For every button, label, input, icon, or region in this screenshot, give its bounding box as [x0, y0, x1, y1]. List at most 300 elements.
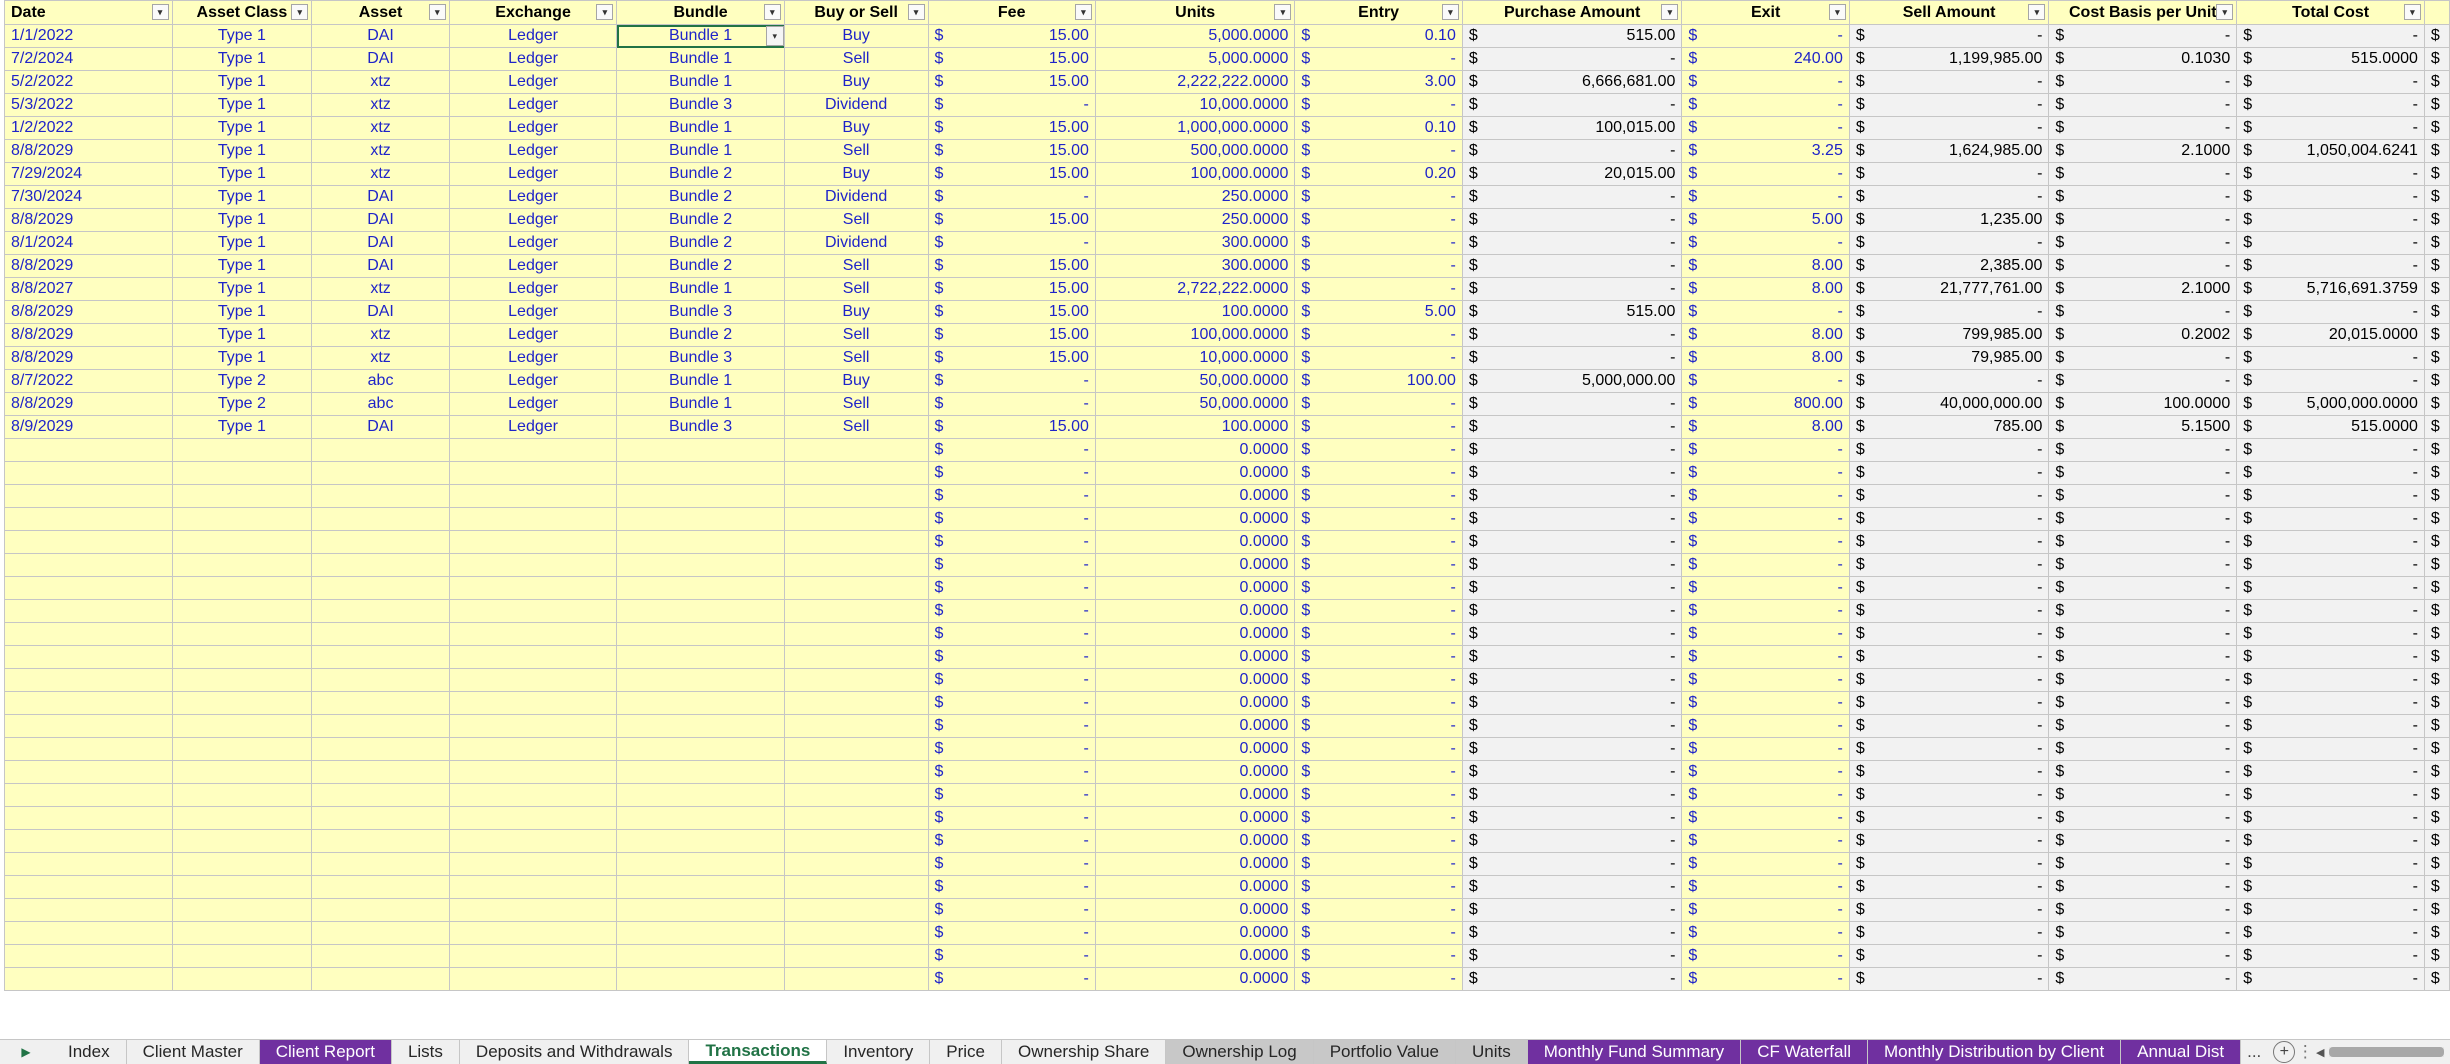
- cell[interactable]: [449, 508, 617, 531]
- cell[interactable]: 0.0000: [1095, 577, 1295, 600]
- cell[interactable]: [1682, 554, 1849, 577]
- cell[interactable]: [2049, 393, 2237, 416]
- cell[interactable]: Type 1: [172, 255, 312, 278]
- cell[interactable]: [1849, 876, 2049, 899]
- sheet-tab-inventory[interactable]: Inventory: [827, 1040, 930, 1064]
- cell[interactable]: 8/1/2024: [5, 232, 173, 255]
- cell[interactable]: 8/8/2029: [5, 393, 173, 416]
- cell[interactable]: [1849, 968, 2049, 991]
- cell[interactable]: [5, 899, 173, 922]
- cell[interactable]: [1295, 784, 1462, 807]
- column-header-asset-class[interactable]: [172, 1, 312, 25]
- cell[interactable]: [172, 899, 312, 922]
- cell[interactable]: 0.0000: [1095, 669, 1295, 692]
- cell[interactable]: Bundle 3: [617, 416, 784, 439]
- cell[interactable]: [1295, 968, 1462, 991]
- cell[interactable]: [2049, 899, 2237, 922]
- cell[interactable]: [2049, 370, 2237, 393]
- cell[interactable]: 0.0000: [1095, 945, 1295, 968]
- cell[interactable]: [1295, 209, 1462, 232]
- cell[interactable]: [1462, 71, 1682, 94]
- cell[interactable]: [449, 922, 617, 945]
- cell[interactable]: [2237, 692, 2425, 715]
- cell[interactable]: [784, 761, 928, 784]
- cell[interactable]: Type 1: [172, 48, 312, 71]
- cell[interactable]: [1682, 876, 1849, 899]
- filter-dropdown-icon[interactable]: ▾: [1661, 4, 1678, 20]
- cell[interactable]: [1682, 715, 1849, 738]
- cell[interactable]: Type 1: [172, 117, 312, 140]
- cell[interactable]: [172, 807, 312, 830]
- cell[interactable]: [2237, 715, 2425, 738]
- cell[interactable]: Buy: [784, 163, 928, 186]
- cell[interactable]: [2424, 485, 2449, 508]
- cell[interactable]: 50,000.0000: [1095, 370, 1295, 393]
- cell[interactable]: [2237, 186, 2425, 209]
- cell[interactable]: [1849, 416, 2049, 439]
- cell[interactable]: [1682, 623, 1849, 646]
- cell[interactable]: [2237, 117, 2425, 140]
- cell[interactable]: [449, 531, 617, 554]
- cell[interactable]: [928, 347, 1095, 370]
- cell[interactable]: [449, 692, 617, 715]
- cell[interactable]: [449, 600, 617, 623]
- cell[interactable]: Bundle 2: [617, 186, 784, 209]
- cell[interactable]: 100.0000: [1095, 416, 1295, 439]
- column-header-bundle[interactable]: [617, 1, 784, 25]
- cell[interactable]: [1682, 738, 1849, 761]
- cell[interactable]: [312, 623, 450, 646]
- cell[interactable]: [1295, 738, 1462, 761]
- column-header-units[interactable]: [1095, 1, 1295, 25]
- cell[interactable]: [1462, 623, 1682, 646]
- cell[interactable]: [172, 577, 312, 600]
- cell[interactable]: [1462, 922, 1682, 945]
- cell[interactable]: Bundle 2: [617, 163, 784, 186]
- cell[interactable]: Sell: [784, 48, 928, 71]
- cell[interactable]: [1682, 232, 1849, 255]
- cell[interactable]: [449, 899, 617, 922]
- cell[interactable]: Bundle 2: [617, 324, 784, 347]
- cell[interactable]: [2237, 232, 2425, 255]
- cell[interactable]: [312, 853, 450, 876]
- cell[interactable]: [1295, 922, 1462, 945]
- cell[interactable]: [617, 853, 784, 876]
- cell[interactable]: [2049, 761, 2237, 784]
- cell[interactable]: [2237, 554, 2425, 577]
- cell[interactable]: [1849, 347, 2049, 370]
- cell[interactable]: [449, 784, 617, 807]
- cell[interactable]: [1295, 278, 1462, 301]
- cell[interactable]: [1849, 784, 2049, 807]
- cell[interactable]: 100.0000: [1095, 301, 1295, 324]
- cell[interactable]: 10,000.0000: [1095, 347, 1295, 370]
- cell[interactable]: [784, 669, 928, 692]
- cell[interactable]: [5, 968, 173, 991]
- cell[interactable]: [928, 416, 1095, 439]
- cell[interactable]: [617, 738, 784, 761]
- cell[interactable]: [1462, 945, 1682, 968]
- cell[interactable]: [172, 830, 312, 853]
- cell[interactable]: [784, 692, 928, 715]
- cell[interactable]: [617, 761, 784, 784]
- cell[interactable]: [449, 669, 617, 692]
- cell[interactable]: [1682, 761, 1849, 784]
- cell[interactable]: 8/9/2029: [5, 416, 173, 439]
- cell[interactable]: [449, 715, 617, 738]
- cell[interactable]: [2049, 140, 2237, 163]
- cell[interactable]: Sell: [784, 209, 928, 232]
- cell[interactable]: [1682, 370, 1849, 393]
- cell[interactable]: [2424, 324, 2449, 347]
- cell[interactable]: [1462, 416, 1682, 439]
- cell[interactable]: Bundle 1: [617, 393, 784, 416]
- cell[interactable]: 0.0000: [1095, 830, 1295, 853]
- cell[interactable]: [2424, 600, 2449, 623]
- cell[interactable]: [784, 623, 928, 646]
- cell[interactable]: [172, 485, 312, 508]
- cell[interactable]: [928, 71, 1095, 94]
- cell[interactable]: [2237, 577, 2425, 600]
- cell[interactable]: [1462, 209, 1682, 232]
- cell[interactable]: Ledger: [449, 48, 617, 71]
- cell[interactable]: [1849, 71, 2049, 94]
- cell[interactable]: 7/2/2024: [5, 48, 173, 71]
- cell[interactable]: [1849, 738, 2049, 761]
- cell[interactable]: [1295, 669, 1462, 692]
- cell[interactable]: [1849, 761, 2049, 784]
- cell[interactable]: 8/8/2029: [5, 324, 173, 347]
- cell[interactable]: [172, 508, 312, 531]
- cell[interactable]: [2049, 715, 2237, 738]
- cell[interactable]: [1295, 186, 1462, 209]
- filter-dropdown-icon[interactable]: ▾: [764, 4, 781, 20]
- cell[interactable]: Sell: [784, 416, 928, 439]
- cell[interactable]: Ledger: [449, 186, 617, 209]
- filter-dropdown-icon[interactable]: ▾: [2404, 4, 2421, 20]
- cell[interactable]: [449, 646, 617, 669]
- sheet-tab-monthly-fund-summary[interactable]: Monthly Fund Summary: [1528, 1040, 1741, 1064]
- cell[interactable]: [1849, 531, 2049, 554]
- cell[interactable]: Bundle 3: [617, 301, 784, 324]
- sheet-tab-ownership-log[interactable]: Ownership Log: [1166, 1040, 1313, 1064]
- cell[interactable]: [1295, 255, 1462, 278]
- cell[interactable]: [1295, 163, 1462, 186]
- column-header-extra[interactable]: [2424, 1, 2449, 25]
- cell[interactable]: [5, 692, 173, 715]
- filter-dropdown-icon[interactable]: ▾: [2216, 4, 2233, 20]
- cell[interactable]: 7/29/2024: [5, 163, 173, 186]
- cell[interactable]: [1682, 646, 1849, 669]
- cell[interactable]: [1295, 439, 1462, 462]
- cell[interactable]: [312, 945, 450, 968]
- cell[interactable]: [1682, 94, 1849, 117]
- cell[interactable]: [2049, 945, 2237, 968]
- cell[interactable]: [2237, 439, 2425, 462]
- cell[interactable]: [2049, 25, 2237, 48]
- cell[interactable]: xtz: [312, 71, 450, 94]
- cell[interactable]: [449, 876, 617, 899]
- cell[interactable]: [928, 600, 1095, 623]
- column-header-exit[interactable]: [1682, 1, 1849, 25]
- cell[interactable]: 50,000.0000: [1095, 393, 1295, 416]
- cell[interactable]: [1462, 830, 1682, 853]
- cell[interactable]: [5, 531, 173, 554]
- cell[interactable]: [1682, 278, 1849, 301]
- cell[interactable]: [5, 922, 173, 945]
- cell[interactable]: [449, 807, 617, 830]
- cell[interactable]: [1849, 646, 2049, 669]
- selected-cell[interactable]: Bundle 1 ▾: [617, 25, 784, 48]
- cell[interactable]: [312, 669, 450, 692]
- cell[interactable]: [1849, 899, 2049, 922]
- sheet-tab-client-report[interactable]: Client Report: [260, 1040, 392, 1064]
- cell[interactable]: [172, 692, 312, 715]
- cell[interactable]: [2424, 853, 2449, 876]
- filter-dropdown-icon[interactable]: ▾: [1075, 4, 1092, 20]
- cell[interactable]: [2049, 669, 2237, 692]
- cell[interactable]: Ledger: [449, 370, 617, 393]
- cell[interactable]: [928, 922, 1095, 945]
- cell[interactable]: [2237, 876, 2425, 899]
- cell[interactable]: [2237, 830, 2425, 853]
- cell[interactable]: [784, 784, 928, 807]
- cell[interactable]: [1462, 531, 1682, 554]
- cell[interactable]: [2237, 945, 2425, 968]
- cell[interactable]: [1462, 853, 1682, 876]
- cell[interactable]: [617, 968, 784, 991]
- cell[interactable]: [2237, 347, 2425, 370]
- cell[interactable]: [2424, 94, 2449, 117]
- cell[interactable]: [1682, 692, 1849, 715]
- cell[interactable]: Ledger: [449, 232, 617, 255]
- sheet-tab-ownership-share[interactable]: Ownership Share: [1002, 1040, 1166, 1064]
- cell[interactable]: [928, 784, 1095, 807]
- cell[interactable]: 0.0000: [1095, 922, 1295, 945]
- cell[interactable]: [1295, 945, 1462, 968]
- cell[interactable]: Type 1: [172, 232, 312, 255]
- cell[interactable]: [617, 945, 784, 968]
- cell[interactable]: [1295, 370, 1462, 393]
- cell[interactable]: [1295, 577, 1462, 600]
- cell[interactable]: 8/8/2029: [5, 347, 173, 370]
- cell[interactable]: Type 1: [172, 347, 312, 370]
- cell[interactable]: [928, 738, 1095, 761]
- cell[interactable]: [1462, 876, 1682, 899]
- cell[interactable]: [5, 830, 173, 853]
- cell[interactable]: [2237, 899, 2425, 922]
- cell[interactable]: [449, 945, 617, 968]
- cell[interactable]: [1682, 71, 1849, 94]
- cell[interactable]: [2237, 209, 2425, 232]
- cell[interactable]: 8/7/2022: [5, 370, 173, 393]
- cell[interactable]: [2237, 25, 2425, 48]
- cell[interactable]: [172, 669, 312, 692]
- cell[interactable]: Bundle 2: [617, 232, 784, 255]
- cell[interactable]: [617, 922, 784, 945]
- cell[interactable]: [1849, 715, 2049, 738]
- sheet-tab-transactions[interactable]: Transactions: [689, 1040, 827, 1064]
- cell[interactable]: [2424, 876, 2449, 899]
- cell[interactable]: [2049, 301, 2237, 324]
- cell[interactable]: [1462, 692, 1682, 715]
- cell[interactable]: [617, 830, 784, 853]
- cell[interactable]: 1,000,000.0000: [1095, 117, 1295, 140]
- cell[interactable]: [784, 577, 928, 600]
- cell[interactable]: [1462, 140, 1682, 163]
- cell[interactable]: [2424, 554, 2449, 577]
- sheet-tab-deposits-and-withdrawals[interactable]: Deposits and Withdrawals: [460, 1040, 690, 1064]
- cell[interactable]: Ledger: [449, 209, 617, 232]
- cell[interactable]: [1462, 600, 1682, 623]
- cell[interactable]: Buy: [784, 370, 928, 393]
- cell[interactable]: [312, 485, 450, 508]
- cell[interactable]: [172, 945, 312, 968]
- cell[interactable]: [1849, 853, 2049, 876]
- cell[interactable]: [2049, 416, 2237, 439]
- cell[interactable]: [1462, 462, 1682, 485]
- cell[interactable]: [2237, 370, 2425, 393]
- cell[interactable]: [617, 577, 784, 600]
- add-sheet-icon[interactable]: +: [2273, 1041, 2295, 1063]
- cell[interactable]: [1849, 830, 2049, 853]
- cell[interactable]: [1462, 899, 1682, 922]
- cell[interactable]: [1295, 807, 1462, 830]
- cell[interactable]: Ledger: [449, 347, 617, 370]
- cell[interactable]: [312, 738, 450, 761]
- cell[interactable]: 0.0000: [1095, 600, 1295, 623]
- cell[interactable]: Ledger: [449, 140, 617, 163]
- cell[interactable]: [784, 922, 928, 945]
- cell[interactable]: Buy: [784, 117, 928, 140]
- cell[interactable]: [312, 508, 450, 531]
- cell[interactable]: [617, 646, 784, 669]
- cell[interactable]: [617, 692, 784, 715]
- cell[interactable]: Bundle 3: [617, 347, 784, 370]
- cell[interactable]: [928, 945, 1095, 968]
- cell[interactable]: [1849, 945, 2049, 968]
- cell[interactable]: [2237, 301, 2425, 324]
- cell[interactable]: [2049, 255, 2237, 278]
- cell[interactable]: [2424, 232, 2449, 255]
- cell[interactable]: [2049, 692, 2237, 715]
- cell[interactable]: [2424, 25, 2449, 48]
- cell[interactable]: DAI: [312, 301, 450, 324]
- cell[interactable]: [449, 738, 617, 761]
- cell[interactable]: [1682, 439, 1849, 462]
- cell[interactable]: 0.0000: [1095, 623, 1295, 646]
- cell[interactable]: [2049, 968, 2237, 991]
- cell[interactable]: [2049, 485, 2237, 508]
- cell[interactable]: [2237, 163, 2425, 186]
- cell[interactable]: [2049, 623, 2237, 646]
- cell[interactable]: [2424, 623, 2449, 646]
- cell[interactable]: [312, 968, 450, 991]
- cell[interactable]: [5, 577, 173, 600]
- cell[interactable]: [784, 853, 928, 876]
- filter-dropdown-icon[interactable]: ▾: [596, 4, 613, 20]
- sheet-tab-monthly-distribution-by-client[interactable]: Monthly Distribution by Client: [1868, 1040, 2121, 1064]
- cell[interactable]: [312, 876, 450, 899]
- cell[interactable]: [5, 623, 173, 646]
- cell[interactable]: Type 1: [172, 209, 312, 232]
- cell[interactable]: [784, 807, 928, 830]
- scroll-left-icon[interactable]: ◀: [2316, 1046, 2325, 1059]
- cell[interactable]: [784, 715, 928, 738]
- cell[interactable]: [1849, 255, 2049, 278]
- cell[interactable]: [449, 554, 617, 577]
- cell[interactable]: Bundle 3: [617, 94, 784, 117]
- cell[interactable]: [2049, 209, 2237, 232]
- cell[interactable]: [2049, 508, 2237, 531]
- cell[interactable]: [2424, 393, 2449, 416]
- cell[interactable]: DAI: [312, 255, 450, 278]
- cell[interactable]: [928, 508, 1095, 531]
- cell[interactable]: 500,000.0000: [1095, 140, 1295, 163]
- cell[interactable]: [1682, 25, 1849, 48]
- cell[interactable]: [928, 209, 1095, 232]
- cell[interactable]: Type 2: [172, 393, 312, 416]
- cell[interactable]: [172, 600, 312, 623]
- cell[interactable]: Ledger: [449, 25, 617, 48]
- sheet-tab-cf-waterfall[interactable]: CF Waterfall: [1741, 1040, 1868, 1064]
- cell[interactable]: 0.0000: [1095, 508, 1295, 531]
- more-tabs-button[interactable]: ...: [2247, 1042, 2262, 1061]
- cell[interactable]: [2049, 807, 2237, 830]
- cell[interactable]: [928, 232, 1095, 255]
- cell[interactable]: [5, 853, 173, 876]
- filter-dropdown-icon[interactable]: ▾: [1442, 4, 1459, 20]
- cell[interactable]: [1462, 347, 1682, 370]
- cell[interactable]: [1682, 255, 1849, 278]
- cell[interactable]: [928, 94, 1095, 117]
- cell[interactable]: [1462, 485, 1682, 508]
- cell[interactable]: [617, 807, 784, 830]
- cell[interactable]: [1462, 393, 1682, 416]
- cell[interactable]: [1682, 600, 1849, 623]
- cell[interactable]: DAI: [312, 416, 450, 439]
- cell[interactable]: [2049, 232, 2237, 255]
- cell[interactable]: [928, 853, 1095, 876]
- cell[interactable]: 2,222,222.0000: [1095, 71, 1295, 94]
- cell[interactable]: [1849, 508, 2049, 531]
- cell[interactable]: 0.0000: [1095, 646, 1295, 669]
- cell[interactable]: [2424, 370, 2449, 393]
- cell[interactable]: [784, 646, 928, 669]
- cell[interactable]: [2049, 347, 2237, 370]
- cell[interactable]: [1682, 784, 1849, 807]
- cell[interactable]: [1295, 531, 1462, 554]
- cell[interactable]: [784, 876, 928, 899]
- cell[interactable]: [1462, 324, 1682, 347]
- sheet-tab-index[interactable]: Index: [52, 1040, 127, 1064]
- cell[interactable]: Ledger: [449, 416, 617, 439]
- cell[interactable]: [172, 439, 312, 462]
- cell[interactable]: [1295, 876, 1462, 899]
- cell[interactable]: [2424, 922, 2449, 945]
- cell[interactable]: [928, 623, 1095, 646]
- cell[interactable]: 0.0000: [1095, 554, 1295, 577]
- cell[interactable]: [2237, 462, 2425, 485]
- cell[interactable]: [928, 485, 1095, 508]
- cell[interactable]: [2049, 853, 2237, 876]
- cell[interactable]: [928, 278, 1095, 301]
- cell[interactable]: [1682, 301, 1849, 324]
- cell[interactable]: [172, 738, 312, 761]
- cell[interactable]: [2424, 186, 2449, 209]
- cell[interactable]: Type 1: [172, 94, 312, 117]
- cell[interactable]: [1462, 761, 1682, 784]
